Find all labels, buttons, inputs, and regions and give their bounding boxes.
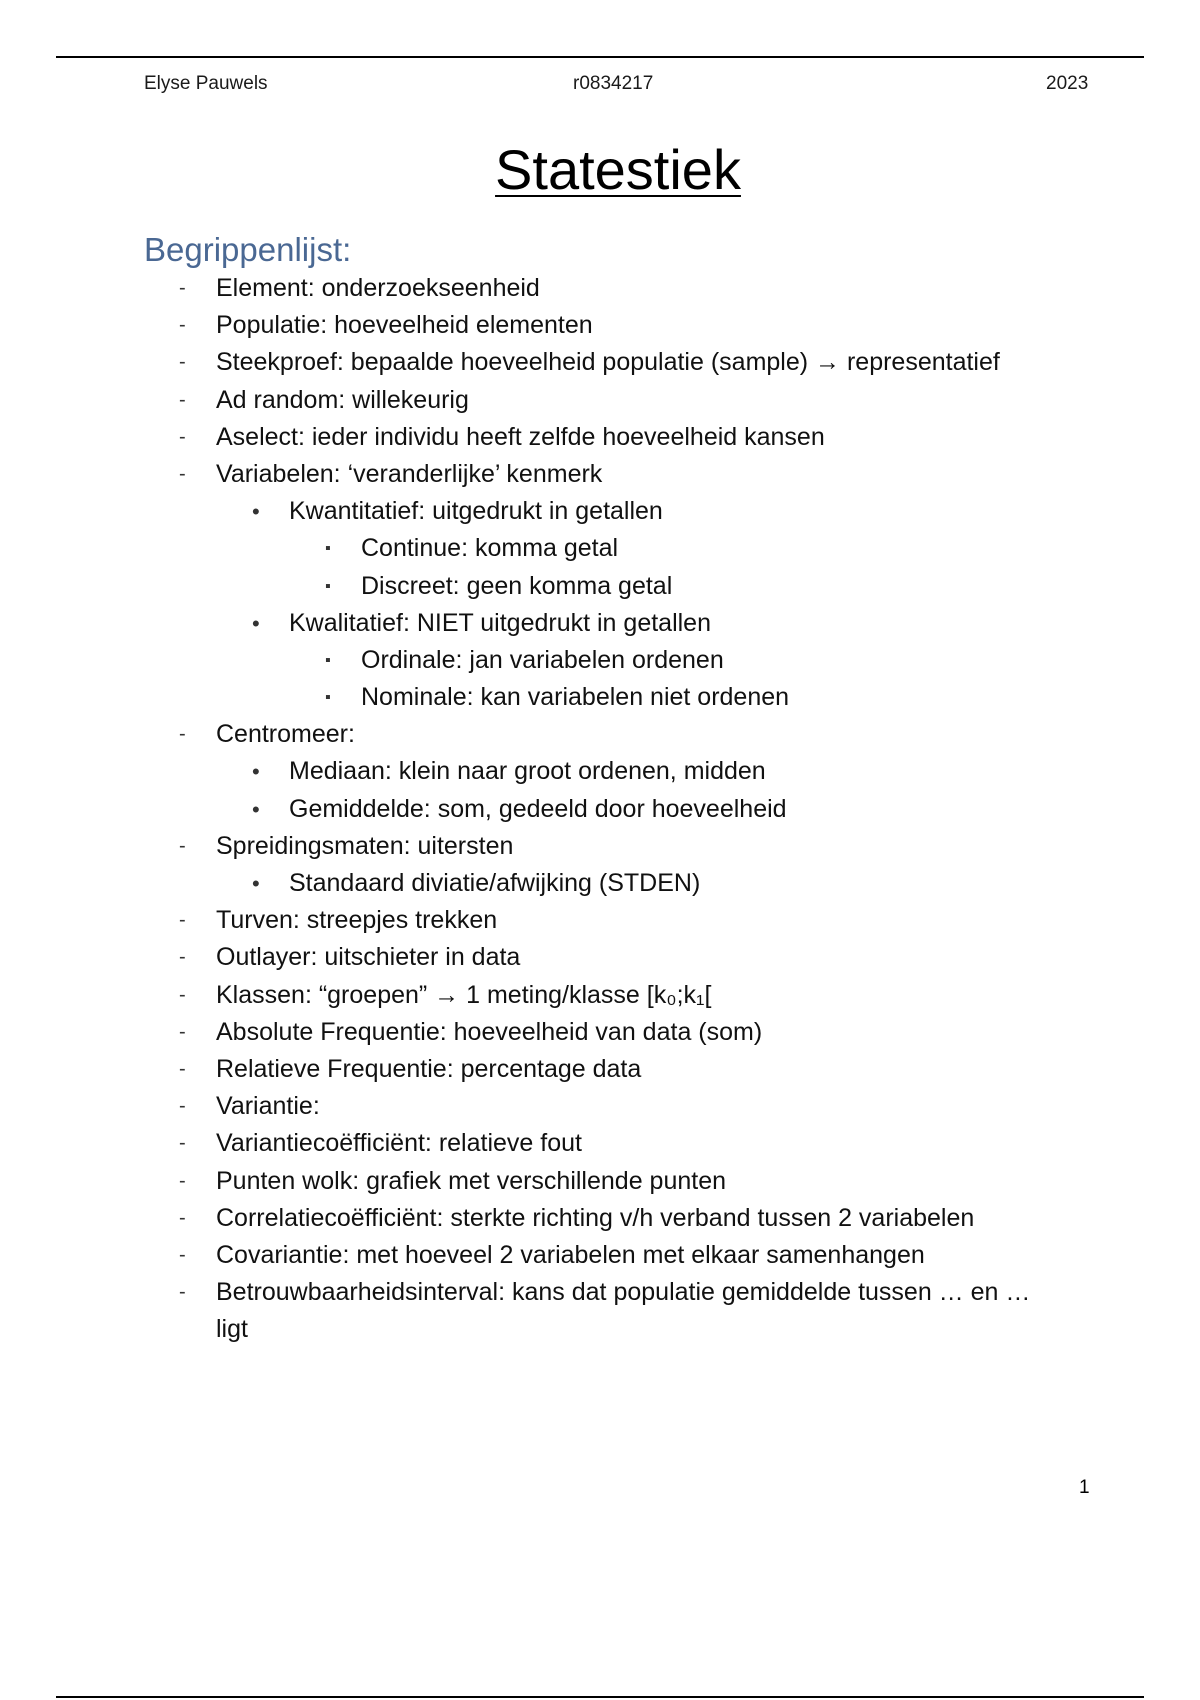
list-item [0,902,1200,939]
list-item-text: Turven: streepjes trekken [216,906,498,935]
list-item [0,679,1200,716]
list-item [0,716,1200,753]
header-student-id: r0834217 [573,73,654,94]
list-item-text: Standaard diviatie/afwijking (STDEN) [289,869,701,897]
list-item-text: Mediaan: klein naar groot ordenen, midden [289,757,766,786]
list-item [0,419,1200,456]
list-item [0,382,1200,419]
list-item [0,939,1200,976]
list-item [0,456,1200,493]
list-item-text: Punten wolk: grafiek met verschillende punten [216,1166,727,1195]
header-author: Elyse Pauwels [144,73,268,94]
list-item [0,1237,1200,1274]
list-item-text: Aselect: ieder individu heeft zelfde hoeveelheid kansen [216,422,825,451]
dash-marker: - [179,425,186,448]
dash-marker: - [179,388,186,411]
list-item [0,791,1200,828]
square-marker: ▪ [325,651,331,669]
list-item [0,1051,1200,1088]
list-item [0,530,1200,567]
section-heading: Begrippenlijst: [144,231,352,268]
dash-marker: - [179,909,186,932]
dash-marker: - [179,946,186,969]
dash-marker: - [179,1057,186,1080]
document-title: Statestiek [495,138,741,201]
dash-marker: - [179,1132,186,1155]
dash-marker: - [179,834,186,857]
list-item-text: Variantie: [216,1092,320,1121]
list-item [0,1014,1200,1051]
dash-marker: - [179,462,186,485]
bullet-marker: • [252,610,260,636]
list-item-text: Ad random: willekeurig [216,385,469,414]
page-number: 1 [1079,1477,1090,1498]
header-year: 2023 [1046,73,1089,94]
dash-marker: - [179,314,186,337]
list-item-text: Variabelen: ‘veranderlijke’ kenmerk [216,459,603,488]
footer-rule [56,1696,1144,1698]
list-item [0,977,1200,1014]
dash-marker: - [179,277,186,299]
list-item-text: Discreet: geen komma getal [361,571,673,600]
list-item-text: Absolute Frequentie: hoeveelheid van data (som) [216,1017,763,1046]
list-item [0,1088,1200,1125]
dash-marker: - [179,1095,186,1118]
list-item [0,865,1200,902]
list-item-text: Populatie: hoeveelheid elementen [216,311,593,340]
list-item [0,1125,1200,1162]
list-item-text: Kwalitatief: NIET uitgedrukt in getallen [289,608,711,637]
list-item [0,344,1200,381]
dash-marker: - [179,351,186,374]
list-item-text: Spreidingsmaten: uitersten [216,831,514,860]
square-marker: ▪ [325,540,331,558]
list-item [0,1200,1200,1237]
header-rule [56,56,1144,58]
list-item [0,828,1200,865]
dash-marker: - [179,723,186,746]
list-item [0,605,1200,642]
list-item-text: Steekproef: bepaalde hoeveelheid populatie (sample) → representatief [216,348,1000,377]
dash-marker: - [179,1243,186,1266]
list-item-text: Gemiddelde: som, gedeeld door hoeveelheid [289,794,787,823]
bullet-marker: • [252,499,260,525]
list-item [0,270,1200,307]
dash-marker: - [179,1206,186,1229]
list-item-text: Betrouwbaarheidsinterval: kans dat populatie gemiddelde tussen … en … ligt [216,1278,1031,1344]
list-item-text: Kwantitatief: uitgedrukt in getallen [289,497,663,526]
list-item [0,753,1200,790]
list-item-text: Outlayer: uitschieter in data [216,943,521,972]
list-item-text: Relatieve Frequentie: percentage data [216,1054,642,1083]
list-item-text: Variantiecoëfficiënt: relatieve fout [216,1129,582,1158]
square-marker: ▪ [325,689,331,707]
bullet-marker: • [252,759,260,785]
dash-marker: - [179,1020,186,1043]
list-item-text: Nominale: kan variabelen niet ordenen [361,683,790,712]
list-item [0,568,1200,605]
dash-marker: - [179,1169,186,1192]
list-item-text: Klassen: “groepen” → 1 meting/klasse [k₀;k₁[ [216,980,712,1009]
list-item-text: Centromeer: [216,720,355,749]
list-item [0,307,1200,344]
list-item-text: Ordinale: jan variabelen ordenen [361,645,724,674]
bullet-marker: • [252,796,260,822]
list-item [0,493,1200,530]
dash-marker: - [179,983,186,1006]
list-item-text: Correlatiecoëfficiënt: sterkte richting v/h verband tussen 2 variabelen [216,1203,975,1232]
list-item-text: Covariantie: met hoeveel 2 variabelen met elkaar samenhangen [216,1240,925,1269]
list-item [0,1163,1200,1200]
list-item-text: Element: onderzoekseenheid [216,274,540,302]
bullet-marker: • [252,871,260,896]
dash-marker: - [179,1281,186,1304]
list-item [0,1274,1200,1348]
list-item [0,642,1200,679]
term-list [0,270,1200,1348]
list-item-text: Continue: komma getal [361,534,619,563]
square-marker: ▪ [325,577,331,595]
